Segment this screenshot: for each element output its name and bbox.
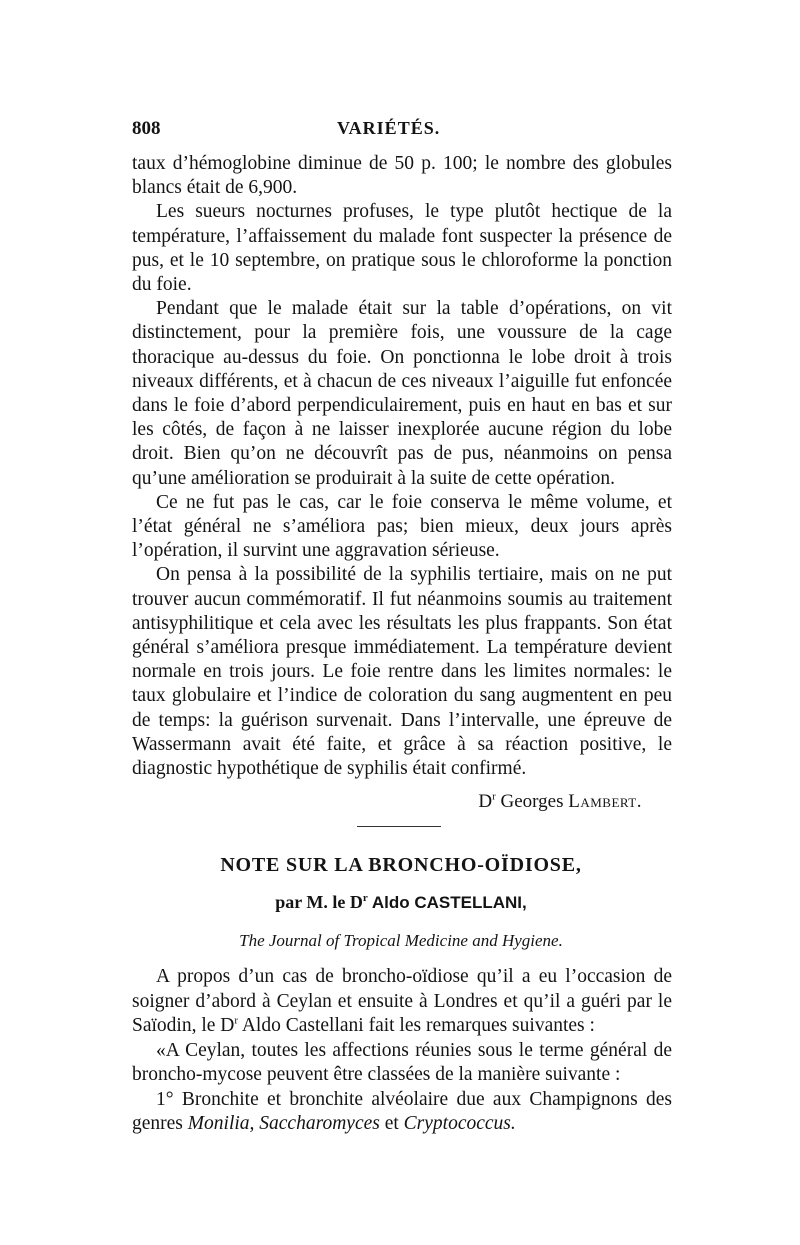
signature-prefix: D <box>478 791 493 813</box>
signature-last-name: Lambert. <box>568 791 642 813</box>
article-paragraph-2: «A Ceylan, toutes les affections réunies sous le terme général de broncho-mycose peuvent être classées de la manière suivante : <box>132 1039 672 1085</box>
author-name: Aldo CASTELLANI, <box>367 893 527 912</box>
author-superscript: r <box>362 892 368 904</box>
article-p3-genera-1: Monilia, Saccharomyces <box>187 1113 380 1134</box>
paragraph-3: Pendant que le malade était sur la table d’opérations, on vit distinctement, pour la première fois, une voussure de la cage thoracique au-dessus du foie. On ponctionna le lobe droit à trois niveaux différents, et à chacun de ces niveaux l’aiguille fut enfoncée dans le foie d’abord perpendiculairement, puis en haut en bas et sur les côtés, de façon à ne laisser inexplorée aucune région du lobe droit. Bien qu’on ne découvrît pas de pus, néanmoins on pensa qu’une amélioration se produirait à la suite de cette opération. <box>132 298 672 489</box>
article-p3-start: 1° Bronchite et bronchite alvéolaire due aux Champignons des genres <box>132 1088 672 1134</box>
signature-superscript: r <box>492 790 496 803</box>
running-title: VARIÉTÉS. <box>337 118 441 138</box>
article-paragraph-3 <box>132 1088 672 1137</box>
article-p3-genera-2: Cryptococcus. <box>403 1113 516 1134</box>
signature-first-name: Georges <box>495 791 569 813</box>
page-number: 808 <box>132 118 161 139</box>
article-paragraph-1 <box>132 965 672 1039</box>
paragraph-2: Les sueurs nocturnes profuses, le type plutôt hectique de la température, l’affaissement du malade font suspecter la présence de pus, et le 10 septembre, on pratique sous le chloroforme la ponction du foie. <box>132 201 672 296</box>
page-header <box>132 118 670 146</box>
article-p1-superscript: r <box>234 1014 239 1027</box>
section-divider <box>357 826 441 827</box>
article-title: NOTE SUR LA BRONCHO-OÏDIOSE, <box>220 854 582 876</box>
article-author <box>132 892 670 913</box>
journal-source: The Journal of Tropical Medicine and Hygiene. <box>239 931 563 950</box>
author-prefix: par M. le D <box>275 892 363 912</box>
author-signature <box>132 791 642 813</box>
paragraph-1: taux d’hémoglobine diminue de 50 p. 100; le nombre des globules blancs était de 6,900. <box>132 153 672 199</box>
article-p1-rest: Aldo Castellani fait les remarques suivantes : <box>238 1015 595 1036</box>
case-report-text <box>132 152 672 813</box>
paragraph-5: On pensa à la possibilité de la syphilis tertiaire, mais on ne put trouver aucun commémoratif. Il fut néanmoins soumis au traitement antisyphilitique et cela avec les résultats les plus frappants. Son état général s’améliora presque immédiatement. La température devient normale en trois jours. Le foie rentre dans les limites normales: le taux globulaire et l’indice de coloration du sang augmentent en peu de temps: la guérison survenait. Dans l’intervalle, une épreuve de Wassermann avait été faite, et grâce à sa réaction positive, le diagnostic hypothétique de syphilis était confirmé. <box>132 564 672 780</box>
article-p1-text: A propos d’un cas de broncho-oïdiose qu’il a eu l’occasion de soigner d’abord à Ceylan et ensuite à Londres et qu’il a guéri par le Saïodin, le D <box>132 966 672 1036</box>
paragraph-4: Ce ne fut pas le cas, car le foie conserva le même volume, et l’état général ne s’améliora pas; bien mieux, deux jours après l’opération, il survint une aggravation sérieuse. <box>132 491 672 562</box>
article-p3-mid: et <box>379 1113 404 1134</box>
article-text <box>132 965 672 1137</box>
